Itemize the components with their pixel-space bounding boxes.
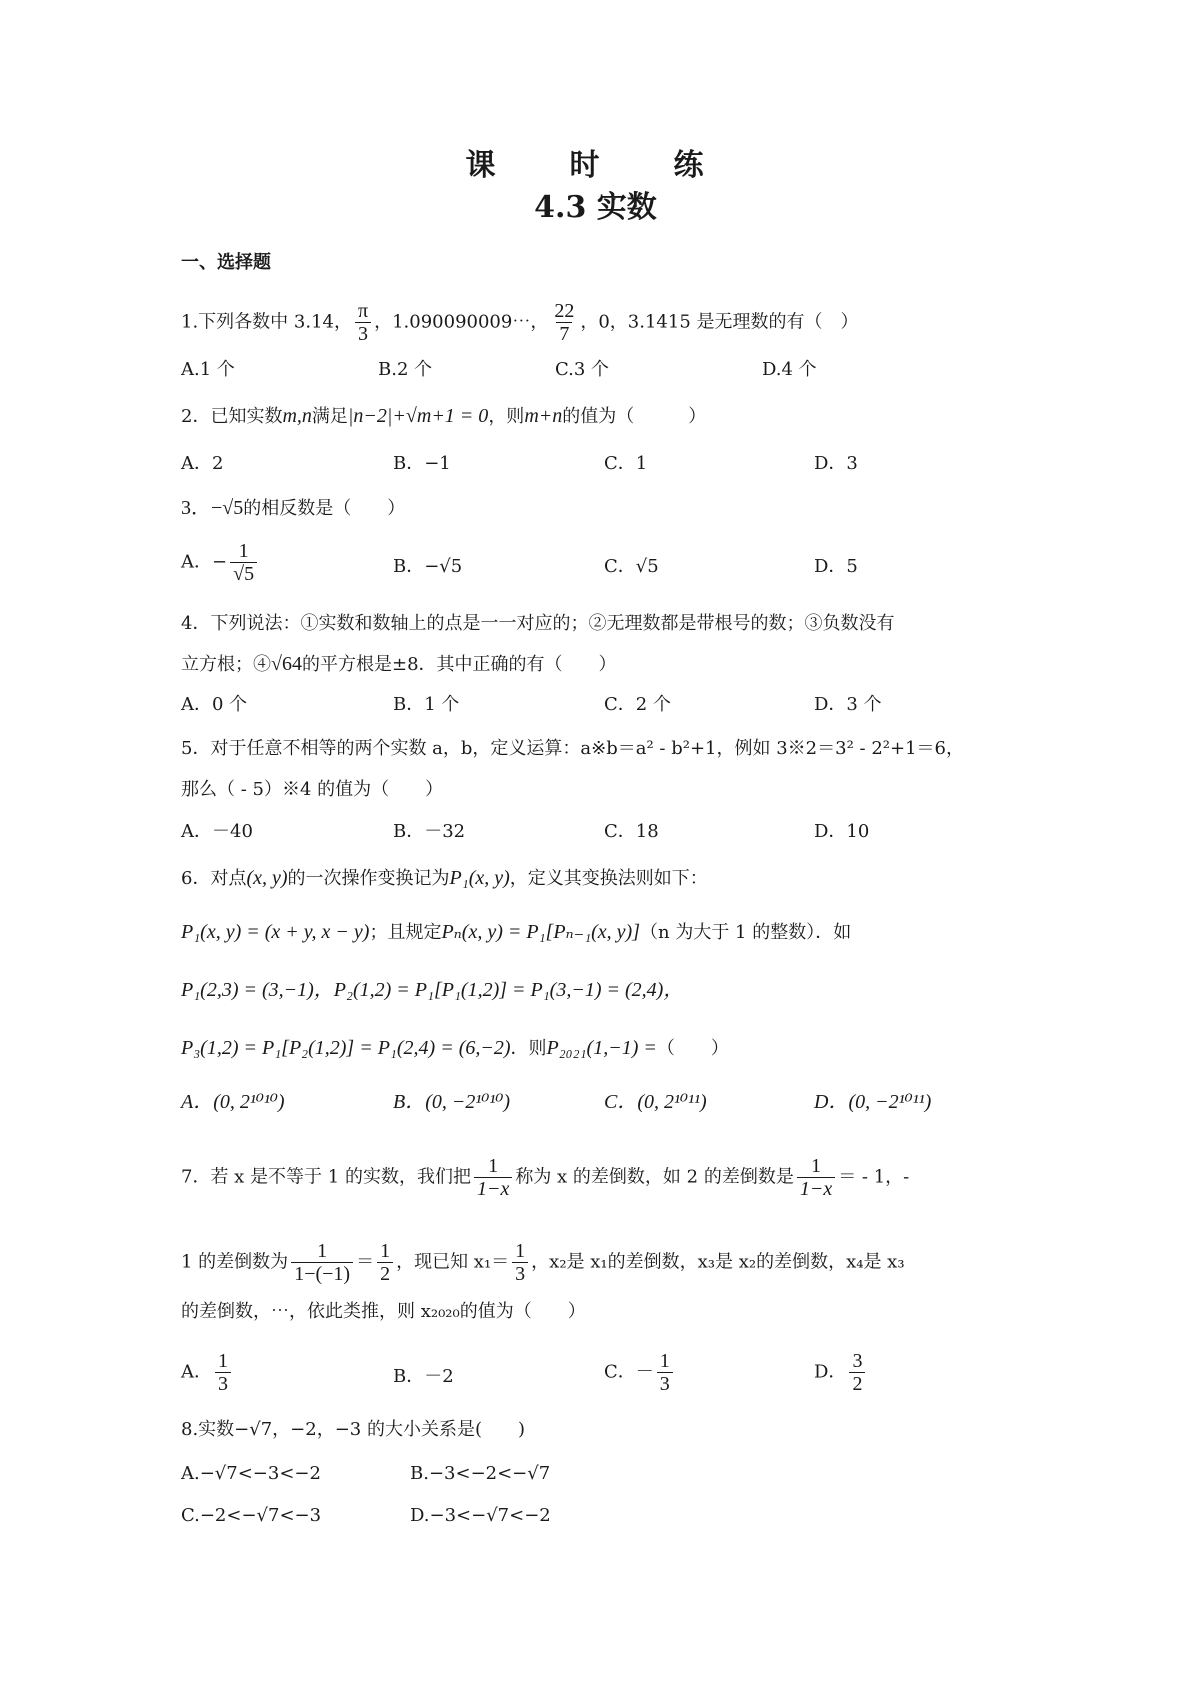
q4-option-b: B．1 个 <box>393 694 460 715</box>
q2-option-b: B．−1 <box>393 453 451 474</box>
question-7-line-3: 的差倒数，⋯，依此类推，则 x₂₀₂₀的值为（ ） <box>181 1301 586 1322</box>
fraction: $\frac{\pi}{3}$ <box>355 300 371 345</box>
q1-option-a: A.1 个 <box>181 359 235 380</box>
question-6-line-3: P₁(2,3) = (3,−1)，P₂(1,2) = P₁[P₁(1,2)] = P₁(3,−1) = (2,4)， <box>181 979 684 1001</box>
q2-option-c: C．1 <box>604 453 648 474</box>
q5-option-d: D．10 <box>814 821 870 842</box>
question-7-line-1: 7．若 x 是不等于 1 的实数，我们把 $\frac{1}{1-x}$ 称为 x 的差倒数，如 2 的差倒数是 $\frac{1}{1-x}$ ＝ - 1，- <box>181 1155 910 1200</box>
q3-option-d: D．5 <box>814 556 858 577</box>
q3-option-c: C．√5 <box>604 556 659 577</box>
fraction: $\frac{22}{7}$ <box>554 300 575 345</box>
q2-option-d: D．3 <box>814 453 858 474</box>
page-subtitle: 4.3 实数 <box>534 190 657 225</box>
question-3: 3．−√5的相反数是（ ） <box>181 497 406 519</box>
question-5-line-1: 5．对于任意不相等的两个实数 a，b，定义运算：a※b＝a² - b²+1，例如 3※2＝3² - 2²+1＝6， <box>181 738 964 759</box>
q4-option-a: A．0 个 <box>181 694 248 715</box>
q7-option-b: B．－2 <box>393 1366 454 1387</box>
q6-option-c: C．(0, 2¹⁰¹¹) <box>604 1091 707 1113</box>
q5-option-b: B．－32 <box>393 821 466 842</box>
q8-option-b: B.−3<−2<−√7 <box>410 1463 551 1484</box>
question-2: 2．已知实数m,n满足|n−2|+√m+1 = 0，则m+n的值为（ ） <box>181 405 707 427</box>
q5-option-a: A．－40 <box>181 821 253 842</box>
q8-option-c: C.−2<−√7<−3 <box>181 1505 322 1526</box>
question-6-line-2: P₁(x, y) = (x + y, x − y)；且规定Pₙ(x, y) = P₁[Pₙ₋₁(x, y)]（n 为大于 1 的整数）．如 <box>181 921 852 943</box>
question-6-line-1: 6．对点(x, y)的一次操作变换记为P₁(x, y)，定义其变换法则如下： <box>181 867 708 889</box>
q1-option-d: D.4 个 <box>762 359 817 380</box>
q3-option-a: A．− $\frac{1}{√5}$ <box>181 540 260 585</box>
q1-option-c: C.3 个 <box>555 359 610 380</box>
question-5-line-2: 那么（ - 5）※4 的值为（ ） <box>181 779 444 800</box>
q4-option-c: C．2 个 <box>604 694 671 715</box>
q6-option-b: B．(0, −2¹⁰¹⁰) <box>393 1091 511 1113</box>
section-heading: 一、选择题 <box>181 252 271 273</box>
q1-option-b: B.2 个 <box>378 359 433 380</box>
q7-option-d: D． $\frac{3}{2}$ <box>814 1350 868 1395</box>
q6-option-a: A．(0, 2¹⁰¹⁰) <box>181 1091 285 1113</box>
q2-option-a: A．2 <box>181 453 224 474</box>
question-4-line-2: 立方根；④√64的平方根是±8．其中正确的有（ ） <box>181 653 617 675</box>
q3-option-b: B．−√5 <box>393 556 463 577</box>
q7-option-a: A． $\frac{1}{3}$ <box>181 1350 234 1395</box>
question-6-line-4: P₃(1,2) = P₁[P₂(1,2)] = P₁(2,4) = (6,−2)．则P₂₀₂₁(1,−1) =（ ） <box>181 1037 729 1059</box>
q7-option-c: C．－ $\frac{1}{3}$ <box>604 1350 676 1395</box>
q8-option-d: D.−3<−√7<−2 <box>410 1505 551 1526</box>
q6-option-d: D．(0, −2¹⁰¹¹) <box>814 1091 932 1113</box>
q5-option-c: C．18 <box>604 821 659 842</box>
question-1: 1.下列各数中 3.14， $\frac{\pi}{3}$ ，1.090090009⋯， $\frac{22}{7}$ ，0，3.1415 是无理数的有（ ） <box>181 300 859 345</box>
question-4-line-1: 4．下列说法：①实数和数轴上的点是一一对应的；②无理数都是带根号的数；③负数没有 <box>181 613 895 634</box>
question-7-line-2: 1 的差倒数为 $\frac{1}{1-(-1)}$ ＝ $\frac{1}{2}$ ，现已知 x₁＝ $\frac{1}{3}$ ，x₂是 x₁的差倒数，x₃是 x₂的差倒数，x₄是 x₃ <box>181 1240 905 1285</box>
question-8: 8.实数−√7，−2，−3 的大小关系是( ) <box>181 1419 526 1440</box>
q8-option-a: A.−√7<−3<−2 <box>181 1463 321 1484</box>
q4-option-d: D．3 个 <box>814 694 882 715</box>
page-title: 课 时 练 <box>465 148 726 183</box>
